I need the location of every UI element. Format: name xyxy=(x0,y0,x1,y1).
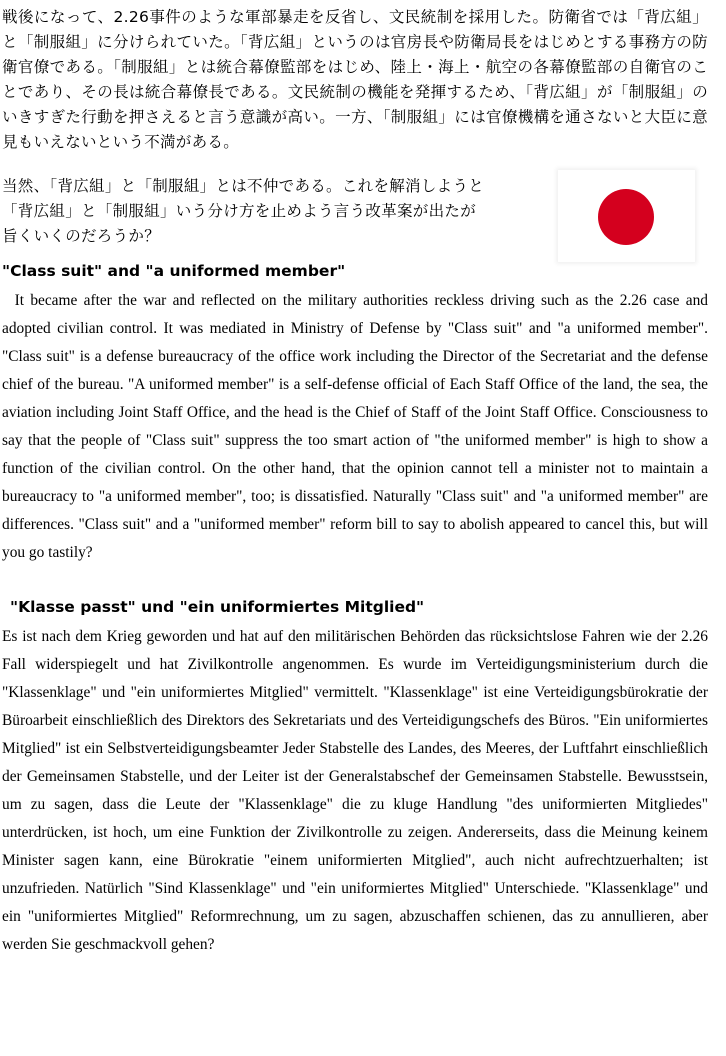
japanese-paragraph-2-line: 「背広組」と「制服組」いう分け方を止めよう言う改革案が出たが xyxy=(2,202,477,220)
english-heading: "Class suit" and "a uniformed member" xyxy=(2,262,346,280)
japanese-paragraph-2-line: 当然、「背広組」と「制服組」とは不仲である。これを解消しようと xyxy=(2,177,485,195)
english-paragraph xyxy=(2,287,708,567)
rising-sun-disc xyxy=(598,189,654,245)
japanese-paragraph-2 xyxy=(2,174,562,249)
japanese-paragraph-2-line: 旨くいくのだろうか？ xyxy=(2,227,161,245)
japan-flag-image xyxy=(558,170,695,262)
german-paragraph: Es ist nach dem Krieg geworden und hat auf den militärischen Behörden das rücksichtslose Fahren wie der 2.26 Fall widerspiegelt und hat Zivilkontrolle angenommen. Es wurde im Verteidigungsministerium durch die "Klassenklage" und "ein uniformiertes Mitglied" vermittelt. "Klassenklage" ist eine Verteidigungsbürokratie der Büroarbeit einschließlich des Direktors des Sekretariats und des Verteidigungschefs des Büros. "Ein uniformiertes Mitglied" ist ein Selbstverteidigungsbeamter Jeder Stabstelle des Landes, des Meeres, der Luftfahrt einschließlich der Gemeinsamen Stabstelle, und der Leiter ist der Generalstabschef der Gemeinsamen Stabstelle. Bewusstsein, um zu sagen, dass die Leute der "Klassenklage" die zu kluge Handlung "des uniformierten Mitgliedes" unterdrücken, ist hoch, um eine Funktion der Zivilkontrolle zu zeigen. Andererseits, dass die Meinung keinem Minister sagen kann, eine Bürokratie "einem uniformierten Mitglied", auch nicht aufrechtzuerhalten; ist unzufrieden. Natürlich "Sind Klassenklage" und "ein uniformiertes Mitglied" Unterschiede. "Klassenklage" und ein "uniformiertes Mitglied" Reformrechnung, um zu sagen, abzuschaffen schienen, das zu annullieren, aber werden Sie geschmackvoll gehen? xyxy=(2,628,708,953)
german-heading: "Klasse passt" und "ein uniformiertes Mitglied" xyxy=(10,598,425,616)
english-body-text: It became after the war and reflected on the military authorities reckless driving such as the 2.26 case and adopted civilian control. It was mediated in Ministry of Defense by "Class suit" and "a uniformed member". "Class suit" is a defense bureaucracy of the office work including the Director of the Secretariat and the defense chief of the bureau. "A uniformed member" is a self-defense official of Each Staff Office of the land, the sea, the aviation including Joint Staff Office, and the head is the Chief of Staff of the Joint Staff Office. Consciousness to say that the people of "Class suit" suppress the too smart action of "the uniformed member" is high to show a function of the civilian control. On the other hand, that the opinion cannot tell a minister not to maintain a bureaucracy to "a uniformed member", too; is dissatisfied. Naturally "Class suit" and "a uniformed member" are differences. "Class suit" and a "uniformed member" reform bill to say to abolish appeared to cancel this, but will you go tastily? xyxy=(2,292,708,561)
japanese-paragraph-1: 戦後になって、2.26事件のような軍部暴走を反省し、文民統制を採用した。防衛省では「背広組」と「制服組」に分けられていた。「背広組」というのは官房長や防衛局長をはじめとする事務方の防衛官僚である。「制服組」とは統合幕僚監部をはじめ、陸上・海上・航空の各幕僚監部の自衛官のことであり、その長は統合幕僚長である。文民統制の機能を発揮するため、「背広組」が「制服組」のいきすぎた行動を押さえると言う意識が高い。一方、「制服組」には官僚機構を通さないと大臣に意見もいえないという不満がある。 xyxy=(2,8,708,151)
